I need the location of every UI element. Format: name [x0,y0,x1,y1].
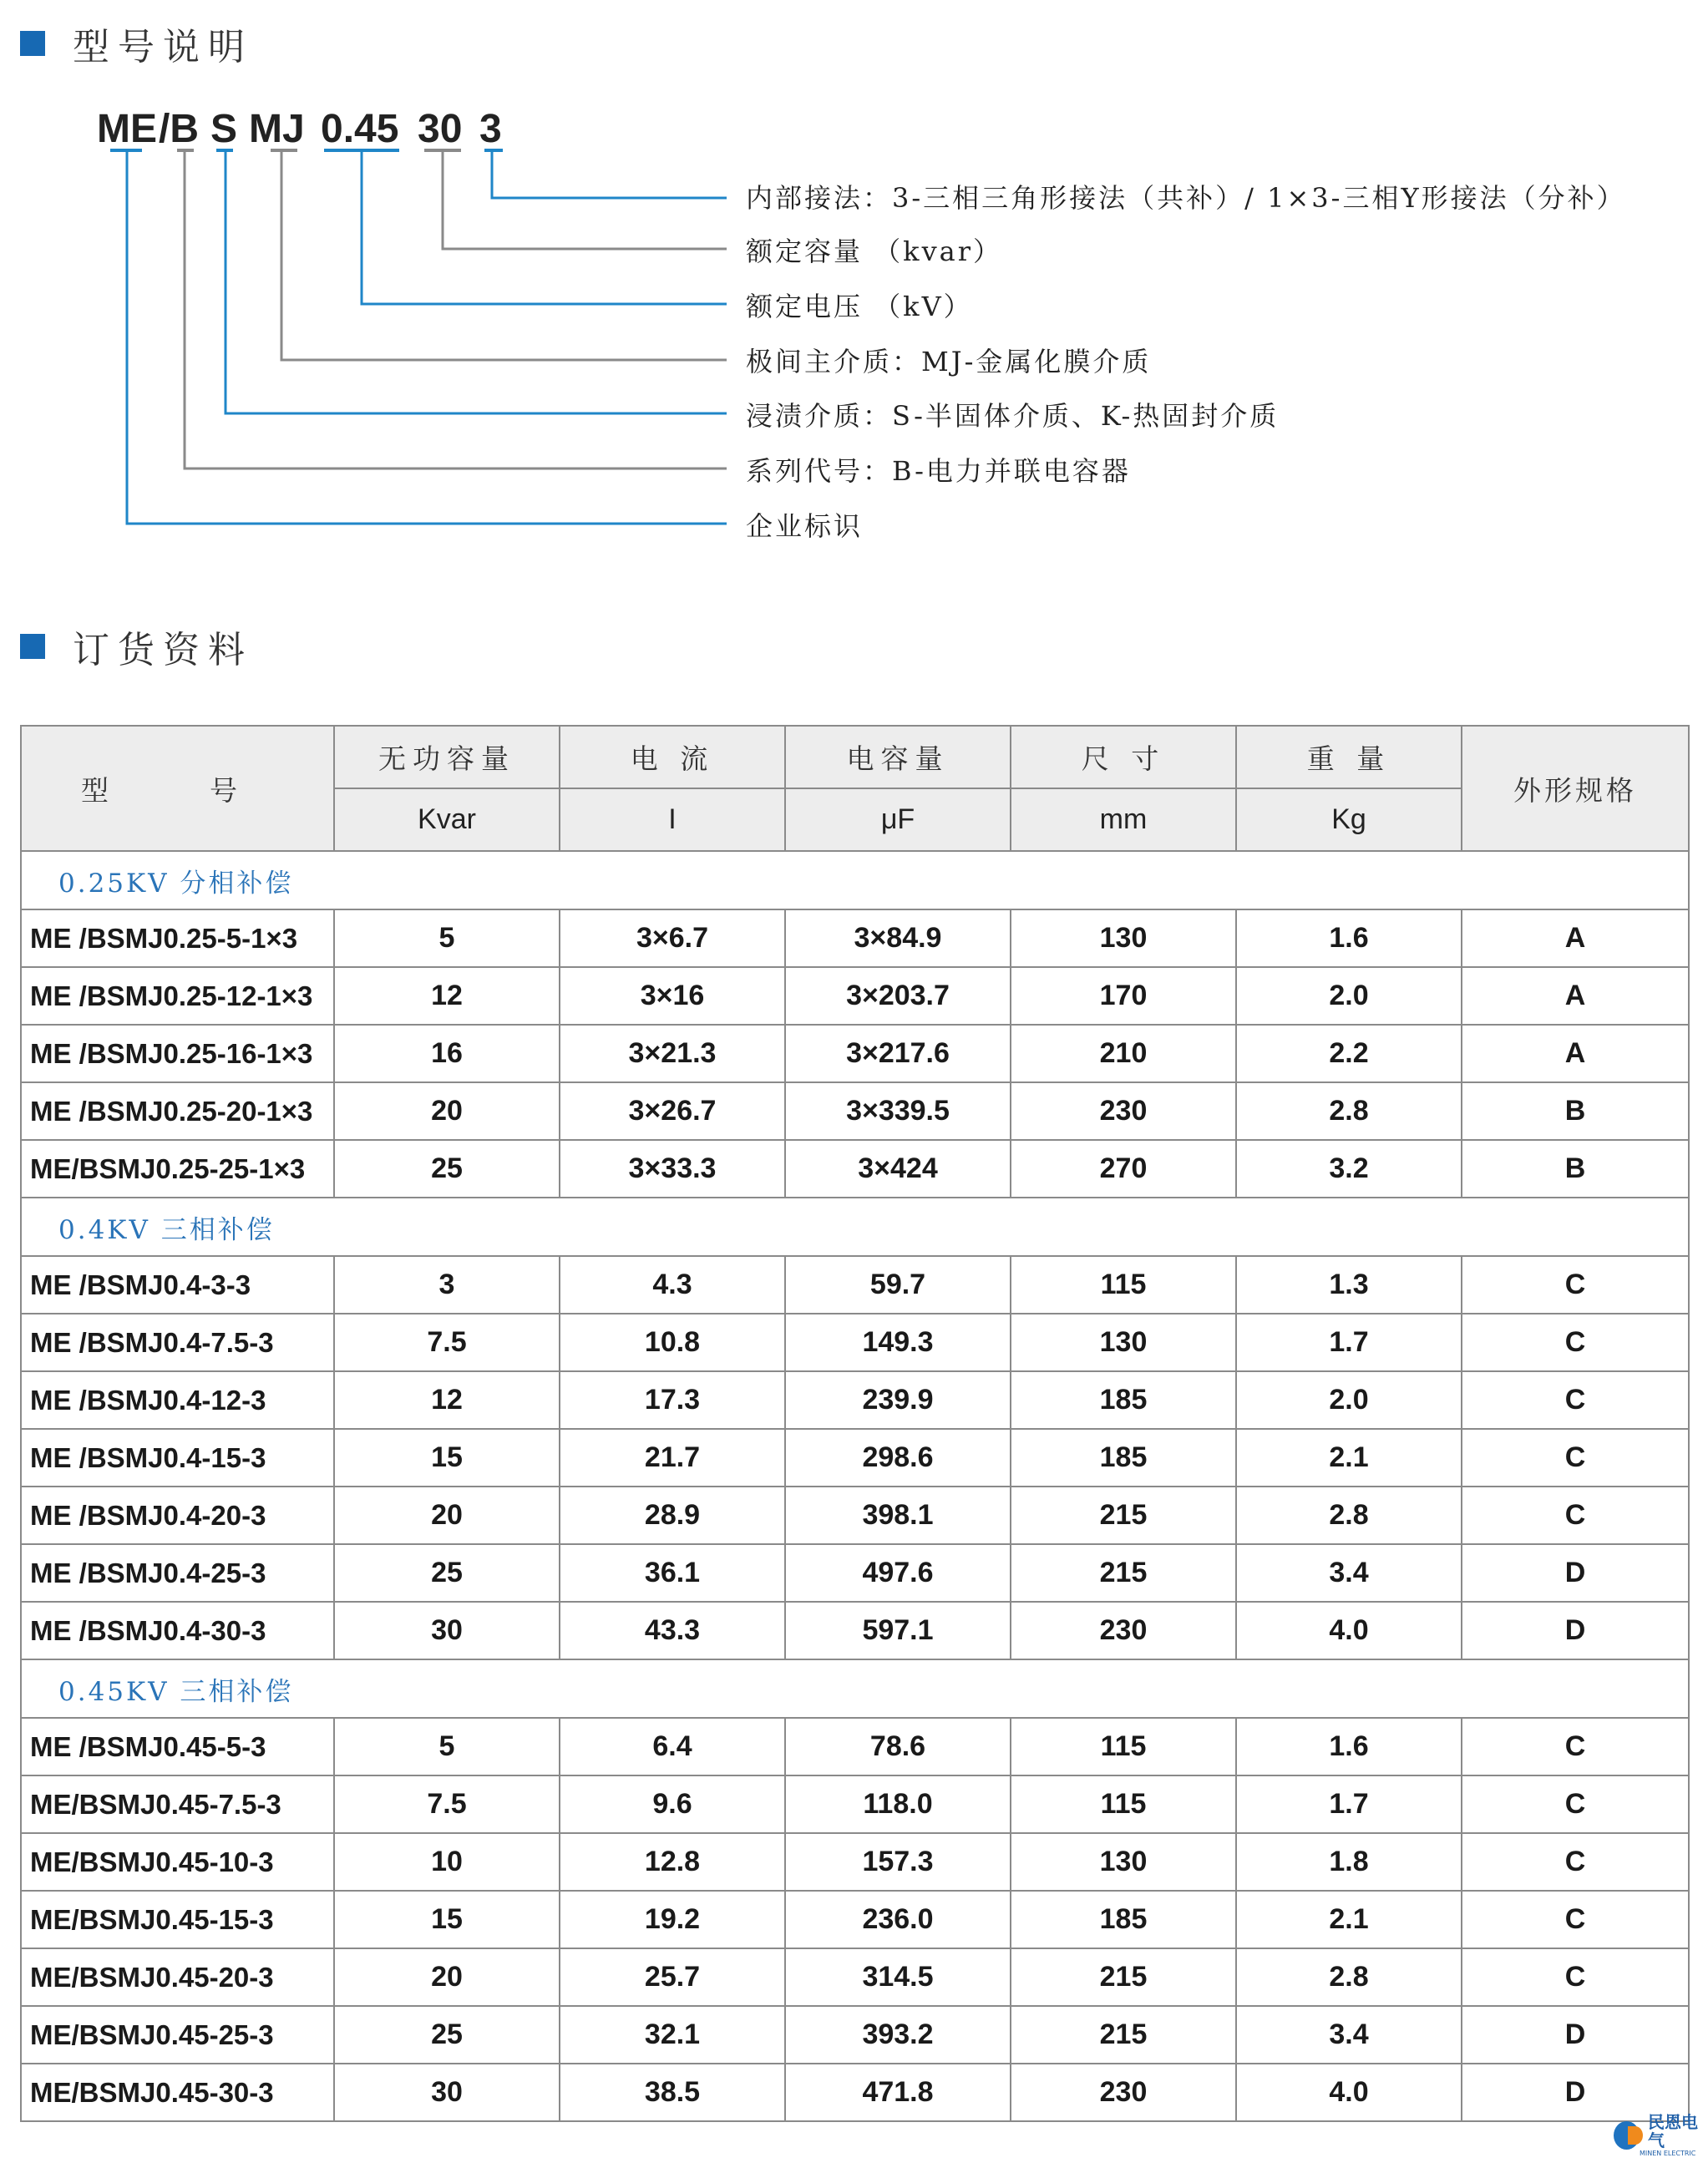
cell-weight: 3.2 [1236,1140,1462,1198]
header-current: 电 流 [560,726,785,788]
header-capacitance-unit: μF [785,788,1011,851]
cell-shape: C [1462,1891,1689,1948]
cell-current: 10.8 [560,1314,785,1371]
desc-voltage: 额定电压 （kV） [746,291,973,322]
cell-capacitance: 398.1 [785,1487,1011,1544]
group-cell [21,1198,1689,1256]
section-title: 订货资料 [73,629,253,671]
cell-capacity: 25 [334,2006,560,2064]
cell-current: 28.9 [560,1487,785,1544]
table-body [21,851,1689,2121]
cell-weight: 2.0 [1236,1371,1462,1429]
cell-capacitance: 3×217.6 [785,1025,1011,1082]
cell-model: ME /BSMJ0.4-3-3 [21,1256,334,1314]
cell-current: 19.2 [560,1891,785,1948]
cell-model: ME/BSMJ0.45-10-3 [21,1833,334,1891]
cell-shape: C [1462,1256,1689,1314]
cell-current: 43.3 [560,1602,785,1659]
cell-weight: 4.0 [1236,2064,1462,2121]
cell-model: ME /BSMJ0.4-7.5-3 [21,1314,334,1371]
cell-shape: D [1462,2064,1689,2121]
cell-capacity: 12 [334,967,560,1025]
desc-series: 系列代号：B-电力并联电容器 [746,455,1131,487]
cell-capacity: 30 [334,1602,560,1659]
section-heading-order [20,620,253,673]
group-title: 0.25KV 分相补偿 [58,868,294,899]
cell-capacitance: 298.6 [785,1429,1011,1487]
cell-shape: A [1462,1025,1689,1082]
header-capacity: 无功容量 [334,726,560,788]
cell-size: 130 [1011,1314,1236,1371]
group-row [21,1659,1689,1718]
cell-capacity: 25 [334,1544,560,1602]
cell-size: 230 [1011,2064,1236,2121]
cell-capacitance: 149.3 [785,1314,1011,1371]
cell-shape: C [1462,1718,1689,1775]
cell-current: 4.3 [560,1256,785,1314]
cell-shape: C [1462,1314,1689,1371]
cell-capacity: 15 [334,1891,560,1948]
cell-capacitance: 393.2 [785,2006,1011,2064]
cell-current: 25.7 [560,1948,785,2006]
cell-capacity: 20 [334,1487,560,1544]
cell-shape: C [1462,1429,1689,1487]
cell-model: ME/BSMJ0.45-25-3 [21,2006,334,2064]
cell-current: 3×33.3 [560,1140,785,1198]
cell-size: 130 [1011,909,1236,967]
cell-capacity: 25 [334,1140,560,1198]
cell-size: 170 [1011,967,1236,1025]
desc-impregnant: 浸渍介质：S-半固体介质、K-热固封介质 [746,400,1280,432]
cell-current: 38.5 [560,2064,785,2121]
cell-shape: C [1462,1833,1689,1891]
header-capacity-unit: Kvar [334,788,560,851]
cell-size: 270 [1011,1140,1236,1198]
cell-model: ME/BSMJ0.45-20-3 [21,1948,334,2006]
cell-weight: 2.0 [1236,967,1462,1025]
cell-weight: 1.6 [1236,909,1462,967]
cell-weight: 3.4 [1236,1544,1462,1602]
cell-shape: C [1462,1487,1689,1544]
cell-capacity: 7.5 [334,1775,560,1833]
table-row [21,1429,1689,1487]
cell-shape: C [1462,1371,1689,1429]
header-size: 尺 寸 [1011,726,1236,788]
cell-weight: 2.8 [1236,1082,1462,1140]
code-part-connection: 3 [479,107,502,151]
cell-shape: A [1462,909,1689,967]
table-row [21,1371,1689,1429]
cell-model: ME/BSMJ0.25-25-1×3 [21,1140,334,1198]
cell-capacitance: 597.1 [785,1602,1011,1659]
cell-size: 210 [1011,1025,1236,1082]
cell-model: ME /BSMJ0.4-30-3 [21,1602,334,1659]
code-part-voltage: 0.45 [321,107,399,151]
cell-model: ME /BSMJ0.25-5-1×3 [21,909,334,967]
table-row [21,1082,1689,1140]
cell-capacitance: 118.0 [785,1775,1011,1833]
cell-model: ME /BSMJ0.25-12-1×3 [21,967,334,1025]
header-size-unit: mm [1011,788,1236,851]
cell-capacitance: 3×339.5 [785,1082,1011,1140]
group-title: 0.45KV 三相补偿 [58,1676,294,1707]
cell-shape: A [1462,967,1689,1025]
cell-model: ME /BSMJ0.4-25-3 [21,1544,334,1602]
cell-capacity: 3 [334,1256,560,1314]
cell-size: 185 [1011,1429,1236,1487]
cell-current: 32.1 [560,2006,785,2064]
code-part-capacity: 30 [418,107,463,151]
cell-current: 17.3 [560,1371,785,1429]
cell-size: 185 [1011,1891,1236,1948]
cell-capacitance: 59.7 [785,1256,1011,1314]
table-row [21,1948,1689,2006]
cell-model: ME /BSMJ0.25-20-1×3 [21,1082,334,1140]
group-cell [21,851,1689,909]
cell-model: ME /BSMJ0.25-16-1×3 [21,1025,334,1082]
cell-weight: 2.8 [1236,1487,1462,1544]
table-row [21,1833,1689,1891]
cell-shape: B [1462,1140,1689,1198]
table-row [21,1140,1689,1198]
cell-model: ME /BSMJ0.4-20-3 [21,1487,334,1544]
cell-size: 230 [1011,1602,1236,1659]
cell-current: 36.1 [560,1544,785,1602]
cell-model: ME /BSMJ0.4-12-3 [21,1371,334,1429]
cell-size: 215 [1011,1544,1236,1602]
cell-size: 215 [1011,2006,1236,2064]
cell-capacity: 30 [334,2064,560,2121]
cell-weight: 2.2 [1236,1025,1462,1082]
cell-weight: 1.6 [1236,1718,1462,1775]
cell-capacitance: 236.0 [785,1891,1011,1948]
group-cell [21,1659,1689,1718]
cell-weight: 1.3 [1236,1256,1462,1314]
table-row [21,1891,1689,1948]
cell-capacity: 5 [334,909,560,967]
cell-shape: B [1462,1082,1689,1140]
logo-name-en: MINEN ELECTRIC [1639,2150,1696,2157]
order-table [20,725,1690,2122]
section-title: 型号说明 [73,26,253,68]
cell-capacity: 10 [334,1833,560,1891]
cell-shape: C [1462,1775,1689,1833]
code-part-mj: MJ [249,107,305,151]
table-row [21,2064,1689,2121]
cell-shape: C [1462,1948,1689,2006]
cell-capacitance: 314.5 [785,1948,1011,2006]
group-title: 0.4KV 三相补偿 [58,1214,275,1245]
table-row [21,1718,1689,1775]
logo-name-cn: 民恩电气 [1647,2112,1698,2150]
header-model: 型 号 [21,726,334,851]
cell-weight: 2.8 [1236,1948,1462,2006]
table-row [21,1025,1689,1082]
cell-current: 9.6 [560,1775,785,1833]
cell-shape: D [1462,1602,1689,1659]
table-row [21,1544,1689,1602]
table-row [21,1256,1689,1314]
cell-capacitance: 497.6 [785,1544,1011,1602]
cell-capacity: 15 [334,1429,560,1487]
cell-size: 115 [1011,1718,1236,1775]
table-row [21,1602,1689,1659]
cell-weight: 2.1 [1236,1429,1462,1487]
header-weight-unit: Kg [1236,788,1462,851]
cell-current: 12.8 [560,1833,785,1891]
cell-current: 6.4 [560,1718,785,1775]
cell-size: 115 [1011,1775,1236,1833]
code-part-me: ME [97,107,157,151]
header-shape: 外形规格 [1462,726,1689,851]
cell-weight: 2.1 [1236,1891,1462,1948]
cell-capacity: 7.5 [334,1314,560,1371]
desc-dielectric: 极间主介质：MJ-金属化膜介质 [746,346,1152,377]
cell-shape: D [1462,2006,1689,2064]
table-row [21,1314,1689,1371]
code-part-b: /B [159,107,199,151]
table-row [21,1487,1689,1544]
cell-capacitance: 78.6 [785,1718,1011,1775]
table-row [21,967,1689,1025]
cell-size: 230 [1011,1082,1236,1140]
cell-capacitance: 157.3 [785,1833,1011,1891]
cell-weight: 4.0 [1236,1602,1462,1659]
table-row [21,909,1689,967]
brand-logo [1614,2113,1708,2158]
group-row [21,851,1689,909]
cell-model: ME /BSMJ0.45-5-3 [21,1718,334,1775]
cell-model: ME/BSMJ0.45-15-3 [21,1891,334,1948]
group-row [21,1198,1689,1256]
cell-capacity: 16 [334,1025,560,1082]
cell-current: 3×21.3 [560,1025,785,1082]
code-part-s: S [210,107,238,151]
cell-size: 215 [1011,1948,1236,2006]
cell-capacity: 20 [334,1948,560,2006]
cell-capacitance: 3×84.9 [785,909,1011,967]
cell-size: 130 [1011,1833,1236,1891]
cell-size: 115 [1011,1256,1236,1314]
cell-model: ME/BSMJ0.45-7.5-3 [21,1775,334,1833]
header-capacitance: 电容量 [785,726,1011,788]
cell-size: 185 [1011,1371,1236,1429]
cell-current: 21.7 [560,1429,785,1487]
desc-enterprise: 企业标识 [746,510,864,542]
section-square-icon [20,634,45,659]
logo-mark-icon [1614,2121,1640,2150]
table-row [21,2006,1689,2064]
cell-current: 3×16 [560,967,785,1025]
cell-model: ME /BSMJ0.4-15-3 [21,1429,334,1487]
cell-capacitance: 3×203.7 [785,967,1011,1025]
cell-current: 3×6.7 [560,909,785,967]
cell-weight: 3.4 [1236,2006,1462,2064]
cell-capacitance: 239.9 [785,1371,1011,1429]
cell-size: 215 [1011,1487,1236,1544]
cell-capacity: 20 [334,1082,560,1140]
desc-capacity: 额定容量 （kvar） [746,236,1003,267]
cell-current: 3×26.7 [560,1082,785,1140]
cell-shape: D [1462,1544,1689,1602]
header-weight: 重 量 [1236,726,1462,788]
cell-model: ME/BSMJ0.45-30-3 [21,2064,334,2121]
table-row [21,1775,1689,1833]
cell-capacity: 5 [334,1718,560,1775]
cell-weight: 1.8 [1236,1833,1462,1891]
cell-weight: 1.7 [1236,1775,1462,1833]
desc-connection: 内部接法：3-三相三角形接法（共补）/ 1×3-三相Y形接法（分补） [746,182,1626,214]
cell-capacitance: 3×424 [785,1140,1011,1198]
header-current-unit: I [560,788,785,851]
cell-weight: 1.7 [1236,1314,1462,1371]
cell-capacitance: 471.8 [785,2064,1011,2121]
cell-capacity: 12 [334,1371,560,1429]
